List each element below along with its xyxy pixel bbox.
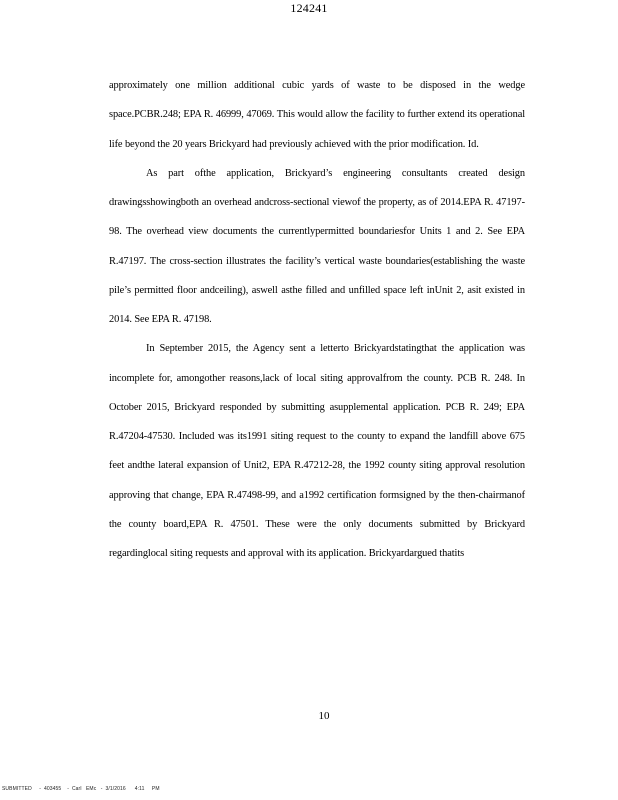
paragraph-continuation: approximately one million additional cubic yards of waste to be disposed in the wedge space.PCBR.248; EPA R. 46999, 47069. This would allow the facility to further extend its operational life beyond the 20 years Brickyard had previously achieved with the prior modification. Id. [109, 80, 525, 150]
page-number: 10 [318, 710, 330, 722]
submission-stamp: SUBMITTED - 403455 - Carl EMc - 3/1/2016 4:11 PM [2, 786, 160, 792]
document-number: 124241 [290, 1, 328, 15]
document-body [109, 71, 525, 568]
paragraph-design-drawings: As part ofthe application, Brickyard’s engineering consultants created design drawingsshowingboth an overhead andcross-sectional viewof the property, as of 2014.EPA R. 47197-98. The overhead view documents the currentlypermitted boundariesfor Units 1 and 2. See EPA R.47197. The cross-section illustrates the facility’s vertical waste boundaries(establishing the waste pile’s permitted floor andceiling), aswell asthe filled and unfilled space left inUnit 2, asit existed in 2014. See EPA R. 47198. [109, 167, 525, 325]
paragraph-agency-letter: In September 2015, the Agency sent a letterto Brickyardstatingthat the application was incomplete for, amongother reasons,lack of local siting approvalfrom the county. PCB R. 248. In October 2015, Brickyard responded by submitting asupplemental application. PCB R. 249; EPA R.47204-47530. Included was its1991 siting request to the county to expand the landfill above 675 feet andthe lateral expansion of Unit2, EPA R.47212-28, the 1992 county siting approval resolution approving that change, EPA R.47498-99, and a1992 certification formsigned by the then-chairmanof the county board,EPA R. 47501. These were the only documents submitted by Brickyard regardinglocal siting requests and approval with its application. Brickyardargued thatits [109, 343, 525, 559]
